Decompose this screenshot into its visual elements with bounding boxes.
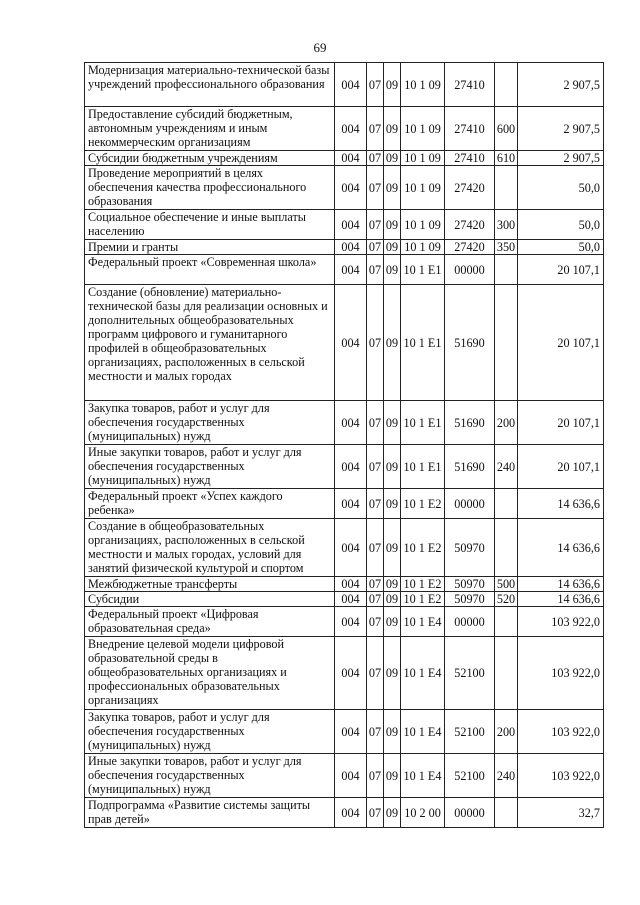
row-grbs: 004 xyxy=(335,754,367,798)
table-row xyxy=(85,63,604,107)
row-vr: 200 xyxy=(495,401,518,445)
table-row xyxy=(85,607,604,637)
row-grbs: 004 xyxy=(335,592,367,607)
row-code: 52100 xyxy=(445,637,495,710)
row-program: 10 1 E1 xyxy=(401,445,445,489)
row-code: 52100 xyxy=(445,754,495,798)
row-vr: 300 xyxy=(495,210,518,240)
row-program: 10 1 E1 xyxy=(401,401,445,445)
row-amount: 20 107,1 xyxy=(518,401,604,445)
row-program: 10 1 E2 xyxy=(401,592,445,607)
row-amount: 14 636,6 xyxy=(518,519,604,577)
row-amount: 2 907,5 xyxy=(518,107,604,151)
row-program: 10 1 09 xyxy=(401,240,445,255)
row-pr: 09 xyxy=(384,63,401,107)
row-vr: 240 xyxy=(495,445,518,489)
row-code: 00000 xyxy=(445,607,495,637)
row-pr: 09 xyxy=(384,489,401,519)
row-amount: 50,0 xyxy=(518,166,604,210)
row-program: 10 1 09 xyxy=(401,210,445,240)
row-grbs: 004 xyxy=(335,637,367,710)
row-vr xyxy=(495,285,518,401)
row-program: 10 1 09 xyxy=(401,151,445,166)
row-pr: 09 xyxy=(384,240,401,255)
row-vr xyxy=(495,489,518,519)
row-pr: 09 xyxy=(384,607,401,637)
row-name: Закупка товаров, работ и услуг для обеспечения государственных (муниципальных) нужд xyxy=(85,401,335,445)
row-code: 50970 xyxy=(445,519,495,577)
row-amount: 20 107,1 xyxy=(518,285,604,401)
row-vr: 610 xyxy=(495,151,518,166)
row-rz: 07 xyxy=(367,63,384,107)
row-rz: 07 xyxy=(367,401,384,445)
table-row xyxy=(85,592,604,607)
row-grbs: 004 xyxy=(335,240,367,255)
row-vr xyxy=(495,255,518,285)
row-name: Проведение мероприятий в целях обеспечения качества профессионального образования xyxy=(85,166,335,210)
table-row xyxy=(85,285,604,401)
row-pr: 09 xyxy=(384,710,401,754)
row-code: 00000 xyxy=(445,255,495,285)
table-row xyxy=(85,240,604,255)
row-rz: 07 xyxy=(367,710,384,754)
row-grbs: 004 xyxy=(335,519,367,577)
row-grbs: 004 xyxy=(335,607,367,637)
row-vr xyxy=(495,166,518,210)
budget-table-body xyxy=(85,63,604,828)
row-amount: 32,7 xyxy=(518,798,604,828)
row-pr: 09 xyxy=(384,754,401,798)
row-rz: 07 xyxy=(367,240,384,255)
row-name: Создание (обновление) материально-технической базы для реализации основных и дополнительных общеобразовательных программ цифрового и гуманитарного профилей в общеобразовательных организациях, расположенных в сельской местности и малых городах xyxy=(85,285,335,401)
row-vr: 500 xyxy=(495,577,518,592)
row-name: Закупка товаров, работ и услуг для обеспечения государственных (муниципальных) нужд xyxy=(85,710,335,754)
table-row xyxy=(85,151,604,166)
row-program: 10 2 00 xyxy=(401,798,445,828)
row-grbs: 004 xyxy=(335,798,367,828)
row-name: Модернизация материально-технической базы учреждений профессионального образования xyxy=(85,63,335,107)
row-amount: 50,0 xyxy=(518,210,604,240)
row-amount: 103 922,0 xyxy=(518,754,604,798)
row-program: 10 1 E4 xyxy=(401,607,445,637)
row-program: 10 1 E4 xyxy=(401,710,445,754)
row-pr: 09 xyxy=(384,637,401,710)
row-code: 51690 xyxy=(445,401,495,445)
row-pr: 09 xyxy=(384,255,401,285)
budget-table xyxy=(84,62,604,828)
row-name: Премии и гранты xyxy=(85,240,335,255)
table-row xyxy=(85,107,604,151)
row-amount: 50,0 xyxy=(518,240,604,255)
row-name: Иные закупки товаров, работ и услуг для обеспечения государственных (муниципальных) нужд xyxy=(85,445,335,489)
table-row xyxy=(85,754,604,798)
row-code: 51690 xyxy=(445,445,495,489)
row-program: 10 1 09 xyxy=(401,63,445,107)
row-vr xyxy=(495,519,518,577)
row-grbs: 004 xyxy=(335,107,367,151)
row-grbs: 004 xyxy=(335,285,367,401)
row-amount: 14 636,6 xyxy=(518,489,604,519)
row-code: 50970 xyxy=(445,592,495,607)
table-row xyxy=(85,210,604,240)
row-vr: 200 xyxy=(495,710,518,754)
row-rz: 07 xyxy=(367,577,384,592)
row-rz: 07 xyxy=(367,592,384,607)
row-code: 27420 xyxy=(445,210,495,240)
row-grbs: 004 xyxy=(335,401,367,445)
row-amount: 2 907,5 xyxy=(518,151,604,166)
row-grbs: 004 xyxy=(335,489,367,519)
row-grbs: 004 xyxy=(335,255,367,285)
row-rz: 07 xyxy=(367,255,384,285)
row-vr: 600 xyxy=(495,107,518,151)
table-row xyxy=(85,710,604,754)
row-vr: 520 xyxy=(495,592,518,607)
row-name: Субсидии бюджетным учреждениям xyxy=(85,151,335,166)
row-code: 50970 xyxy=(445,577,495,592)
row-name: Предоставление субсидий бюджетным, автономным учреждениям и иным некоммерческим организациям xyxy=(85,107,335,151)
row-name: Субсидии xyxy=(85,592,335,607)
table-row xyxy=(85,519,604,577)
row-vr xyxy=(495,798,518,828)
row-rz: 07 xyxy=(367,107,384,151)
row-grbs: 004 xyxy=(335,577,367,592)
row-grbs: 004 xyxy=(335,445,367,489)
table-row xyxy=(85,577,604,592)
row-code: 27420 xyxy=(445,240,495,255)
row-pr: 09 xyxy=(384,210,401,240)
row-rz: 07 xyxy=(367,798,384,828)
row-name: Создание в общеобразовательных организациях, расположенных в сельской местности и малых городах, условий для занятий физической культурой и спортом xyxy=(85,519,335,577)
row-code: 27410 xyxy=(445,63,495,107)
row-vr: 240 xyxy=(495,754,518,798)
row-vr: 350 xyxy=(495,240,518,255)
row-code: 51690 xyxy=(445,285,495,401)
row-rz: 07 xyxy=(367,445,384,489)
row-rz: 07 xyxy=(367,637,384,710)
row-name: Федеральный проект «Современная школа» xyxy=(85,255,335,285)
row-grbs: 004 xyxy=(335,210,367,240)
row-pr: 09 xyxy=(384,519,401,577)
table-row xyxy=(85,798,604,828)
table-row xyxy=(85,255,604,285)
row-rz: 07 xyxy=(367,607,384,637)
row-name: Федеральный проект «Успех каждого ребенка» xyxy=(85,489,335,519)
row-code: 27420 xyxy=(445,166,495,210)
row-amount: 103 922,0 xyxy=(518,637,604,710)
page-number: 69 xyxy=(313,40,327,55)
row-vr xyxy=(495,607,518,637)
row-amount: 14 636,6 xyxy=(518,577,604,592)
table-row xyxy=(85,445,604,489)
row-program: 10 1 E2 xyxy=(401,489,445,519)
row-program: 10 1 09 xyxy=(401,166,445,210)
row-rz: 07 xyxy=(367,285,384,401)
row-amount: 14 636,6 xyxy=(518,592,604,607)
row-program: 10 1 E4 xyxy=(401,637,445,710)
row-pr: 09 xyxy=(384,107,401,151)
row-rz: 07 xyxy=(367,519,384,577)
row-code: 00000 xyxy=(445,489,495,519)
row-rz: 07 xyxy=(367,210,384,240)
table-row xyxy=(85,637,604,710)
row-amount: 103 922,0 xyxy=(518,710,604,754)
row-pr: 09 xyxy=(384,592,401,607)
row-name: Федеральный проект «Цифровая образовательная среда» xyxy=(85,607,335,637)
row-program: 10 1 E1 xyxy=(401,285,445,401)
row-name: Межбюджетные трансферты xyxy=(85,577,335,592)
row-pr: 09 xyxy=(384,166,401,210)
row-program: 10 1 09 xyxy=(401,107,445,151)
row-vr xyxy=(495,63,518,107)
row-amount: 103 922,0 xyxy=(518,607,604,637)
table-row xyxy=(85,401,604,445)
table-row xyxy=(85,166,604,210)
row-name: Внедрение целевой модели цифровой образовательной среды в общеобразовательных организациях и профессиональных образовательных организациях xyxy=(85,637,335,710)
row-grbs: 004 xyxy=(335,151,367,166)
row-pr: 09 xyxy=(384,285,401,401)
row-pr: 09 xyxy=(384,577,401,592)
row-grbs: 004 xyxy=(335,63,367,107)
row-name: Подпрограмма «Развитие системы защиты прав детей» xyxy=(85,798,335,828)
row-rz: 07 xyxy=(367,151,384,166)
row-grbs: 004 xyxy=(335,710,367,754)
row-rz: 07 xyxy=(367,754,384,798)
row-code: 27410 xyxy=(445,107,495,151)
row-code: 00000 xyxy=(445,798,495,828)
row-name: Социальное обеспечение и иные выплаты населению xyxy=(85,210,335,240)
row-program: 10 1 E1 xyxy=(401,255,445,285)
row-pr: 09 xyxy=(384,798,401,828)
row-code: 52100 xyxy=(445,710,495,754)
row-grbs: 004 xyxy=(335,166,367,210)
row-rz: 07 xyxy=(367,166,384,210)
row-pr: 09 xyxy=(384,401,401,445)
row-pr: 09 xyxy=(384,151,401,166)
row-name: Иные закупки товаров, работ и услуг для обеспечения государственных (муниципальных) нужд xyxy=(85,754,335,798)
row-amount: 2 907,5 xyxy=(518,63,604,107)
row-amount: 20 107,1 xyxy=(518,255,604,285)
row-program: 10 1 E2 xyxy=(401,577,445,592)
row-program: 10 1 E2 xyxy=(401,519,445,577)
row-program: 10 1 E4 xyxy=(401,754,445,798)
row-amount: 20 107,1 xyxy=(518,445,604,489)
row-pr: 09 xyxy=(384,445,401,489)
row-vr xyxy=(495,637,518,710)
row-rz: 07 xyxy=(367,489,384,519)
table-row xyxy=(85,489,604,519)
row-code: 27410 xyxy=(445,151,495,166)
